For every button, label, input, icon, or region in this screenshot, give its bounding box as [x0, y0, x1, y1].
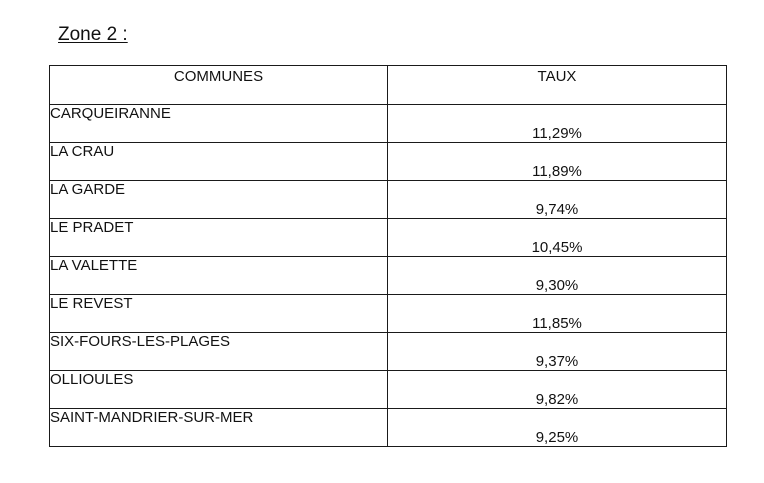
table-row	[50, 257, 727, 295]
table-row	[50, 219, 727, 257]
rates-table	[49, 65, 727, 447]
table-row	[50, 181, 727, 219]
taux-cell: 9,25%	[388, 409, 727, 447]
commune-cell: SAINT-MANDRIER-SUR-MER	[50, 409, 388, 447]
commune-cell: LE REVEST	[50, 295, 388, 333]
commune-cell: CARQUEIRANNE	[50, 105, 388, 143]
table-header-row	[50, 66, 727, 105]
table-row	[50, 409, 727, 447]
table-row	[50, 295, 727, 333]
commune-cell: LE PRADET	[50, 219, 388, 257]
table-row	[50, 143, 727, 181]
column-header-taux: TAUX	[388, 66, 727, 105]
column-header-communes: COMMUNES	[50, 66, 388, 105]
commune-cell: LA GARDE	[50, 181, 388, 219]
table-row	[50, 105, 727, 143]
taux-cell: 9,30%	[388, 257, 727, 295]
taux-cell: 11,89%	[388, 143, 727, 181]
zone-title: Zone 2 :	[58, 24, 128, 45]
taux-cell: 11,29%	[388, 105, 727, 143]
taux-cell: 11,85%	[388, 295, 727, 333]
taux-cell: 9,82%	[388, 371, 727, 409]
table-row	[50, 371, 727, 409]
commune-cell: LA VALETTE	[50, 257, 388, 295]
taux-cell: 9,74%	[388, 181, 727, 219]
commune-cell: LA CRAU	[50, 143, 388, 181]
commune-cell: SIX-FOURS-LES-PLAGES	[50, 333, 388, 371]
taux-cell: 9,37%	[388, 333, 727, 371]
table-row	[50, 333, 727, 371]
commune-cell: OLLIOULES	[50, 371, 388, 409]
taux-cell: 10,45%	[388, 219, 727, 257]
